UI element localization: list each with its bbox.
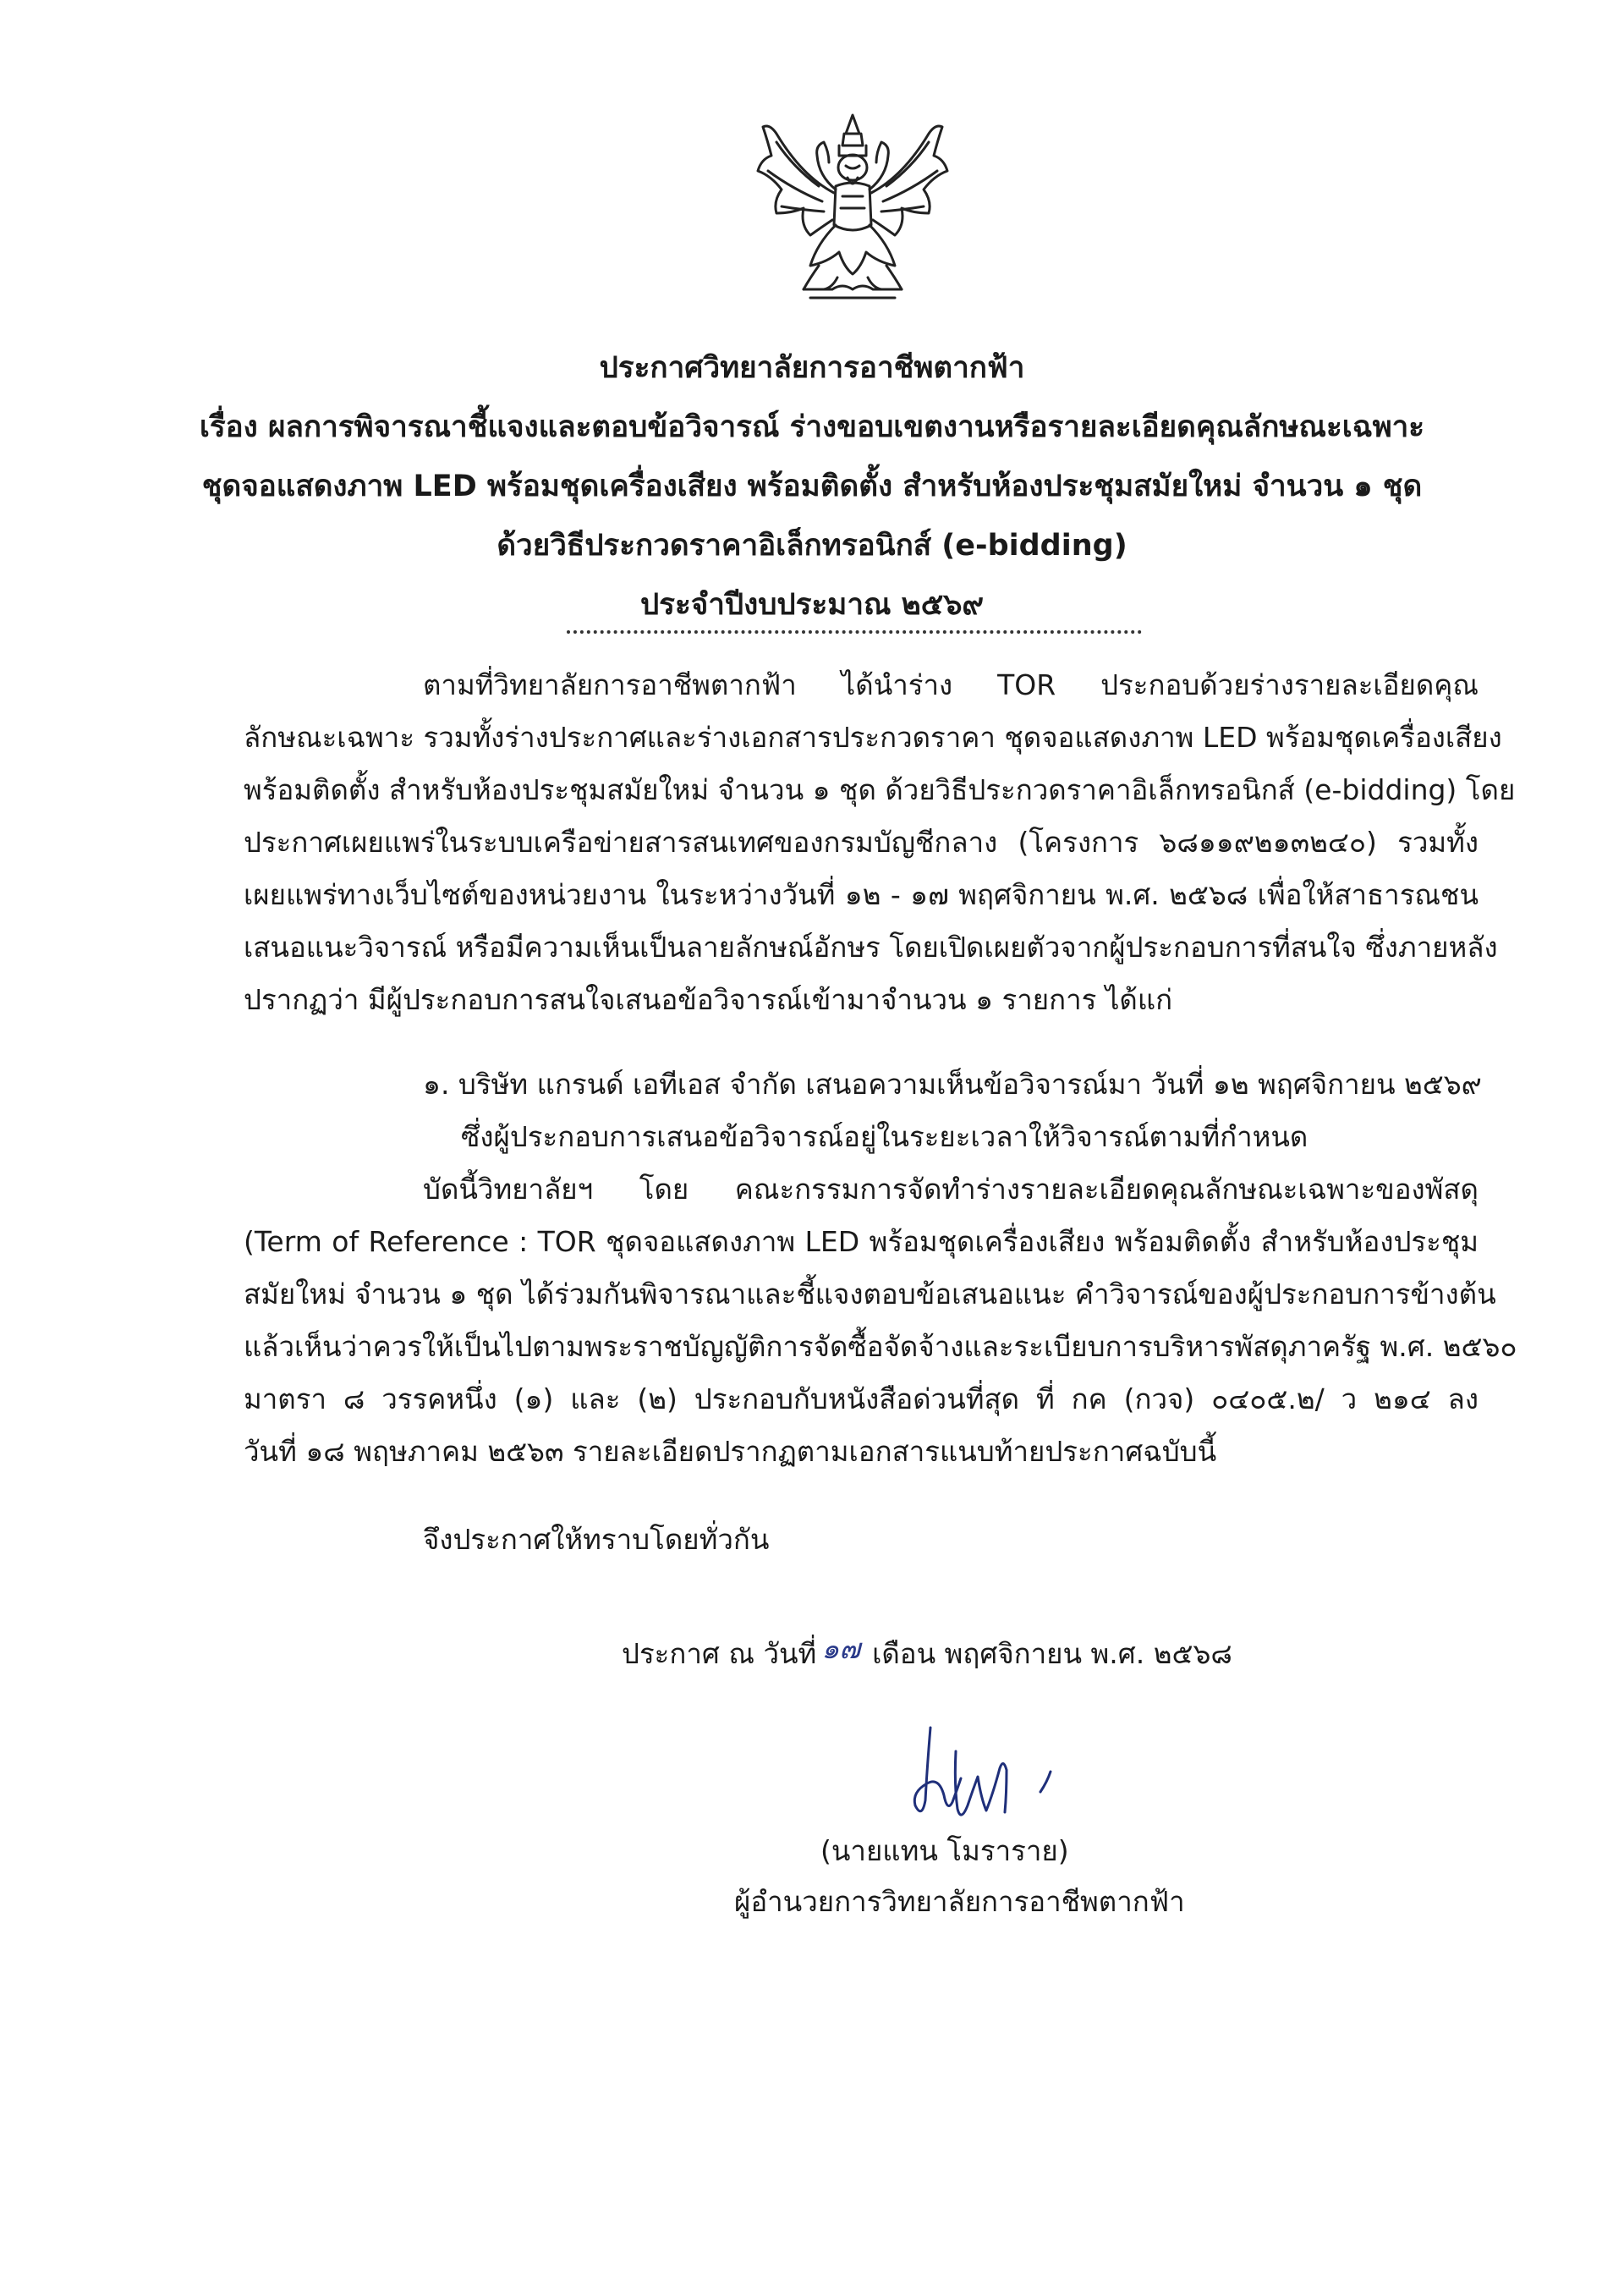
handwritten-signature-icon [905, 1717, 1066, 1836]
paragraph-2-line: สมัยใหม่ จำนวน ๑ ชุด ได้ร่วมกันพิจารณาและชี้แจงตอบข้อเสนอแนะ คำวิจารณ์ของผู้ประกอบการข้างต้น [244, 1278, 1496, 1311]
paragraph-1-line: ตามที่วิทยาลัยการอาชีพตากฟ้า ได้นำร่าง TOR ประกอบด้วยร่างรายละเอียดคุณ [423, 668, 1479, 701]
signer-position: ผู้อำนวยการวิทยาลัยการอาชีพตากฟ้า [734, 1885, 1185, 1918]
paragraph-2-line: บัดนี้วิทยาลัยฯ โดย คณะกรรมการจัดทำร่างรายละเอียดคุณลักษณะเฉพาะของพัสดุ [423, 1173, 1479, 1206]
signer-name: (นายแทน โมราราย) [820, 1834, 1069, 1867]
paragraph-1-line: เผยแพร่ทางเว็บไซต์ของหน่วยงาน ในระหว่างวันที่ ๑๒ - ๑๗ พฤศจิกายน พ.ศ. ๒๕๖๘ เพื่อให้สาธารณชน [244, 878, 1479, 911]
paragraph-1-line: ปรากฏว่า มีผู้ประกอบการสนใจเสนอข้อวิจารณ์เข้ามาจำนวน ๑ รายการ ได้แก่ [244, 983, 1173, 1016]
list-item-1-continuation: ซึ่งผู้ประกอบการเสนอข้อวิจารณ์อยู่ในระยะเวลาให้วิจารณ์ตามที่กำหนด [461, 1120, 1309, 1153]
handwritten-day: ๑๗ [821, 1632, 861, 1665]
announcement-date [622, 1629, 1232, 1679]
date-prefix: ประกาศ ณ วันที่ [622, 1637, 817, 1670]
list-item-1: ๑. บริษัท แกรนด์ เอทีเอส จำกัด เสนอความเห็นข้อวิจารณ์มา วันที่ ๑๒ พฤศจิกายน ๒๕๖๙ [423, 1068, 1482, 1101]
paragraph-2-line: (Term of Reference : TOR ชุดจอแสดงภาพ LED พร้อมชุดเครื่องเสียง พร้อมติดตั้ง สำหรับห้องประชุม [244, 1225, 1479, 1258]
paragraph-1-line: ประกาศเผยแพร่ในระบบเครือข่ายสารสนเทศของกรมบัญชีกลาง (โครงการ ๖๘๑๑๙๒๑๓๒๔๐) รวมทั้ง [244, 826, 1479, 859]
paragraph-1-line: เสนอแนะวิจารณ์ หรือมีความเห็นเป็นลายลักษณ์อักษร โดยเปิดเผยตัวจากผู้ประกอบการที่สนใจ ซึ่งภายหลัง [244, 931, 1498, 964]
closing-statement: จึงประกาศให้ทราบโดยทั่วกัน [423, 1523, 770, 1556]
garuda-emblem-icon [751, 108, 954, 305]
title-line-4: ด้วยวิธีประกวดราคาอิเล็กทรอนิกส์ (e-bidding) [497, 529, 1127, 563]
title-line-1: ประกาศวิทยาลัยการอาชีพตากฟ้า [599, 351, 1025, 385]
title-fiscal-year: ประจำปีงบประมาณ ๒๕๖๙ [639, 588, 985, 622]
date-suffix: เดือน พฤศจิกายน พ.ศ. ๒๕๖๘ [872, 1637, 1232, 1670]
paragraph-2-line: แล้วเห็นว่าควรให้เป็นไปตามพระราชบัญญัติการจัดซื้อจัดจ้างและระเบียบการบริหารพัสดุภาครัฐ พ.ศ. ๒๕๖๐ [244, 1330, 1517, 1363]
announcement-title [152, 338, 1472, 635]
title-line-3: ชุดจอแสดงภาพ LED พร้อมชุดเครื่องเสียง พร้อมติดตั้ง สำหรับห้องประชุมสมัยใหม่ จำนวน ๑ ชุด [201, 470, 1423, 503]
paragraph-2-line: มาตรา ๘ วรรคหนึ่ง (๑) และ (๒) ประกอบกับหนังสือด่วนที่สุด ที่ กค (กวจ) ๐๔๐๕.๒/ ว ๒๑๔ ลง [244, 1382, 1479, 1415]
paragraph-2-line: วันที่ ๑๘ พฤษภาคม ๒๕๖๓ รายละเอียดปรากฏตามเอกสารแนบท้ายประกาศฉบับนี้ [244, 1435, 1217, 1468]
title-divider [567, 630, 1142, 634]
paragraph-1-line: พร้อมติดตั้ง สำหรับห้องประชุมสมัยใหม่ จำนวน ๑ ชุด ด้วยวิธีประกวดราคาอิเล็กทรอนิกส์ (e-bidding) โดย [244, 773, 1516, 806]
title-subject: เรื่อง ผลการพิจารณาชี้แจงและตอบข้อวิจารณ์ ร่างขอบเขตงานหรือรายละเอียดคุณลักษณะเฉพาะ [199, 410, 1425, 444]
paragraph-1-line: ลักษณะเฉพาะ รวมทั้งร่างประกาศและร่างเอกสารประกวดราคา ชุดจอแสดงภาพ LED พร้อมชุดเครื่องเสียง [244, 721, 1502, 754]
